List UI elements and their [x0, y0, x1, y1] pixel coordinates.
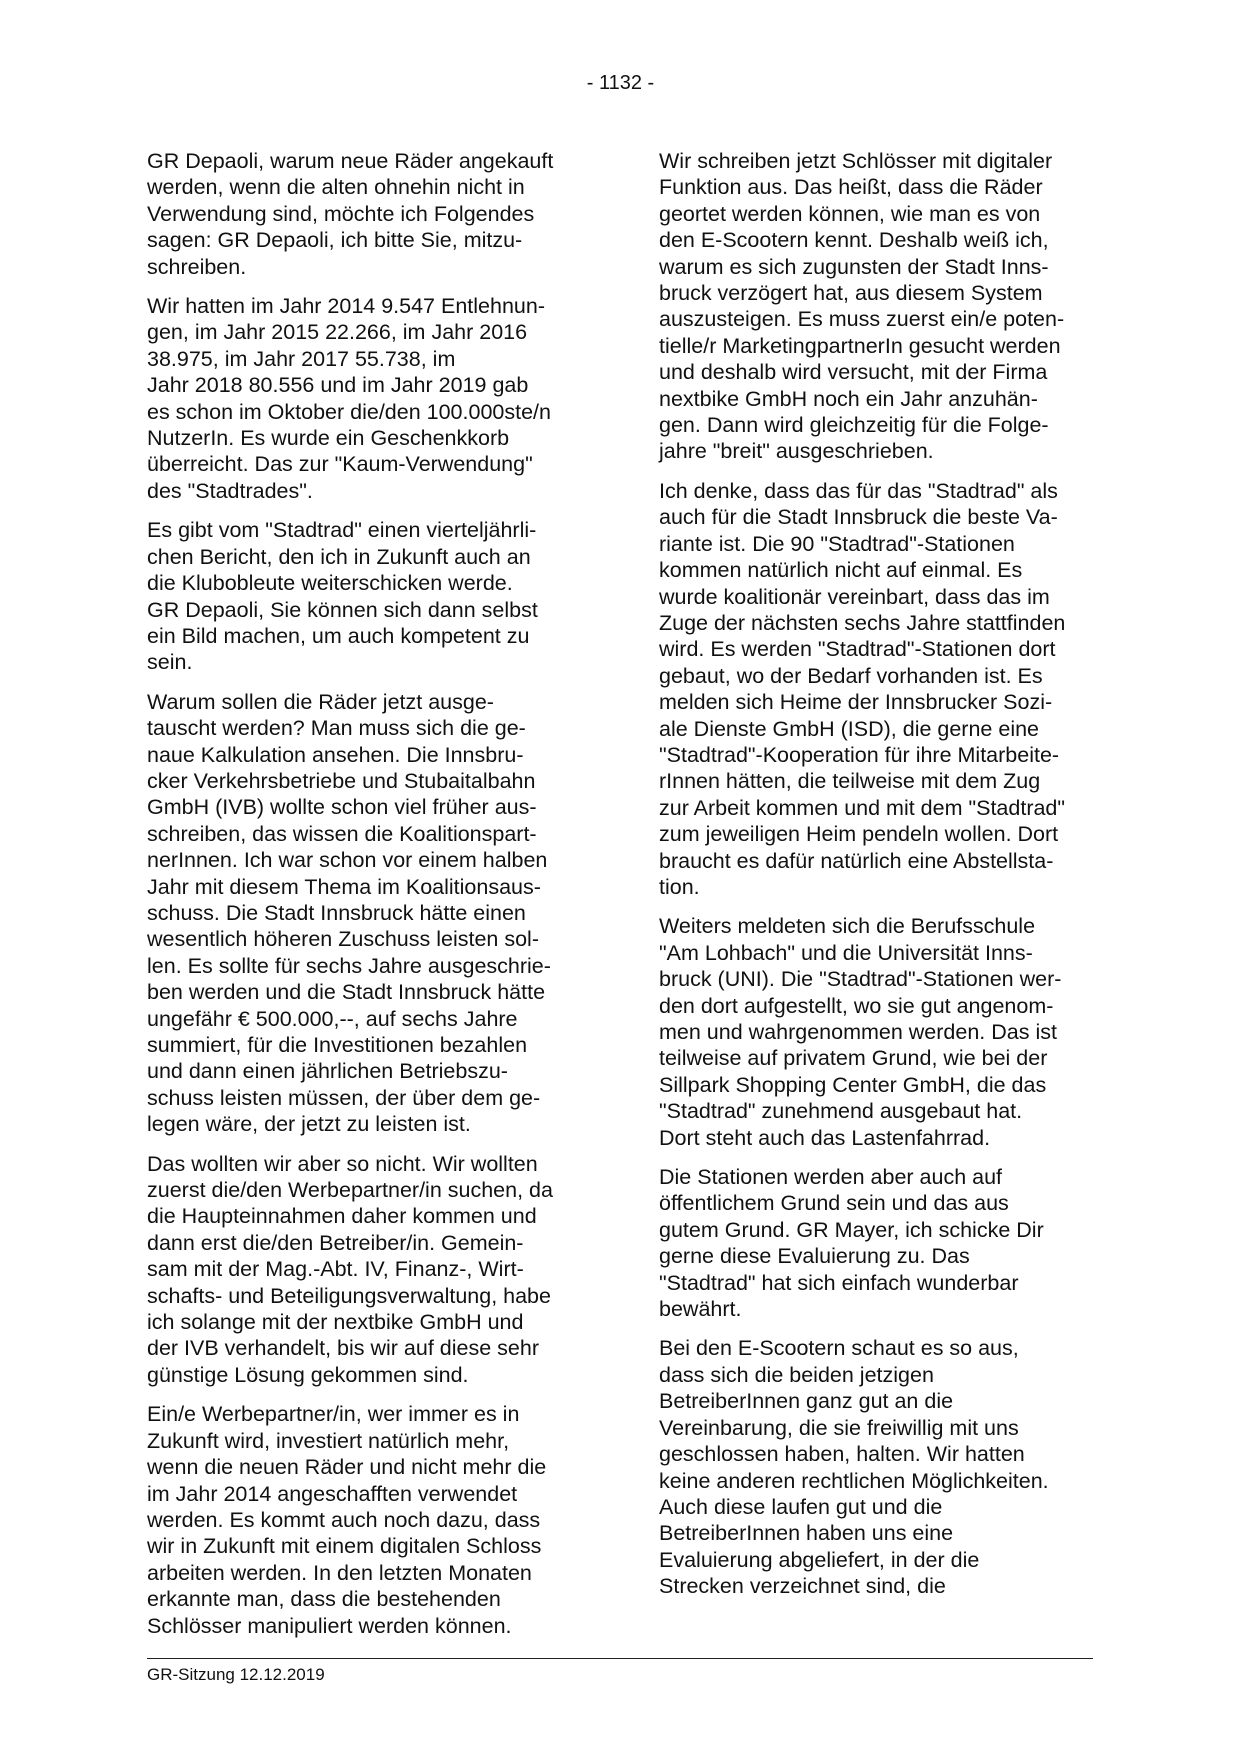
text-line: sein. [147, 650, 193, 675]
text-line: bruck verzögert hat, aus diesem System [659, 281, 1043, 306]
text-line: nerInnen. Ich war schon vor einem halben [147, 848, 548, 873]
text-line: "Stadtrad" hat sich einfach wunderbar [659, 1270, 1019, 1295]
text-line: kommen natürlich nicht auf einmal. Es [659, 558, 1023, 583]
text-line: braucht es dafür natürlich eine Abstellsta- [659, 848, 1054, 873]
paragraph [659, 1164, 1099, 1322]
text-line: schreiben. [147, 254, 247, 279]
text-line: tielle/r MarketingpartnerIn gesucht werden [659, 333, 1061, 358]
text-line: rInnen hätten, die teilweise mit dem Zug [659, 769, 1041, 794]
text-line: Bei den E-Scootern schaut es so aus, [659, 1336, 1019, 1361]
text-line: Jahr 2018 80.556 und im Jahr 2019 gab [147, 373, 529, 398]
text-line: bruck (UNI). Die "Stadtrad"-Stationen wer- [659, 967, 1062, 992]
text-line: erkannte man, dass die bestehenden [147, 1587, 501, 1612]
text-line: günstige Lösung gekommen sind. [147, 1362, 469, 1387]
text-line: chen Bericht, den ich in Zukunft auch an [147, 544, 531, 569]
text-line: zuerst die/den Werbepartner/in suchen, da [147, 1178, 553, 1203]
text-line: wird. Es werden "Stadtrad"-Stationen dort [659, 637, 1056, 662]
text-line: gen, im Jahr 2015 22.266, im Jahr 2016 [147, 320, 528, 345]
text-line: naue Kalkulation ansehen. Die Innsbru- [147, 742, 524, 767]
text-line: wurde koalitionär vereinbart, dass das im [659, 584, 1050, 609]
paragraph [659, 1335, 1099, 1599]
text-line: Ich denke, dass das für das "Stadtrad" als [659, 478, 1058, 503]
text-line: Jahr mit diesem Thema im Koalitionsaus- [147, 874, 541, 899]
text-line: Ein/e Werbepartner/in, wer immer es in [147, 1402, 520, 1427]
text-line: "Am Lohbach" und die Universität Inns- [659, 940, 1033, 965]
text-line: Es gibt vom "Stadtrad" einen vierteljährli- [147, 518, 537, 543]
text-line: ale Dienste GmbH (ISD), die gerne eine [659, 716, 1040, 741]
text-line: BetreiberInnen ganz gut an die [659, 1389, 954, 1414]
text-line: gerne diese Evaluierung zu. Das [659, 1244, 970, 1269]
text-line: dann erst die/den Betreiber/in. Gemein- [147, 1230, 524, 1255]
text-line: GmbH (IVB) wollte schon viel früher aus- [147, 795, 537, 820]
paragraph [659, 148, 1099, 465]
text-line: zur Arbeit kommen und mit dem "Stadtrad" [659, 795, 1066, 820]
text-line: ungefähr € 500.000,--, auf sechs Jahre [147, 1006, 518, 1031]
text-line: ich solange mit der nextbike GmbH und [147, 1310, 524, 1335]
paragraph [147, 689, 587, 1138]
page-number: - 1132 - [586, 72, 655, 94]
text-line: Sillpark Shopping Center GmbH, die das [659, 1072, 1047, 1097]
text-line: sam mit der Mag.-Abt. IV, Finanz-, Wirt- [147, 1257, 524, 1282]
paragraph [147, 293, 587, 504]
text-line: wesentlich höheren Zuschuss leisten sol- [147, 927, 539, 952]
text-line: dass sich die beiden jetzigen [659, 1362, 934, 1387]
text-line: die Klubobleute weiterschicken werde. [147, 571, 513, 596]
text-line: Vereinbarung, die sie freiwillig mit uns [659, 1415, 1019, 1440]
text-line: des "Stadtrades". [147, 478, 313, 503]
text-line: Wir hatten im Jahr 2014 9.547 Entlehnun- [147, 294, 545, 319]
text-line: riante ist. Die 90 "Stadtrad"-Stationen [659, 531, 1015, 556]
text-line: wenn die neuen Räder und nicht mehr die [147, 1455, 547, 1480]
text-line: Warum sollen die Räder jetzt ausge- [147, 689, 494, 714]
text-line: Die Stationen werden aber auch auf [659, 1165, 1003, 1190]
text-line: teilweise auf privatem Grund, wie bei der [659, 1046, 1048, 1071]
text-line: wir in Zukunft mit einem digitalen Schloss [147, 1534, 542, 1559]
text-line: nextbike GmbH noch ein Jahr anzuhän- [659, 386, 1038, 411]
text-line: auch für die Stadt Innsbruck die beste Va- [659, 505, 1058, 530]
text-line: öffentlichem Grund sein und das aus [659, 1191, 1009, 1216]
text-line: arbeiten werden. In den letzten Monaten [147, 1560, 532, 1585]
text-line: tauscht werden? Man muss sich die ge- [147, 716, 526, 741]
text-line: tion. [659, 874, 700, 899]
text-line: geschlossen haben, halten. Wir hatten [659, 1442, 1025, 1467]
footer-divider [147, 1658, 1093, 1659]
text-line: es schon im Oktober die/den 100.000ste/n [147, 399, 551, 424]
text-line: schafts- und Beteiligungsverwaltung, habe [147, 1283, 551, 1308]
text-column-left [147, 148, 587, 1652]
text-line: 38.975, im Jahr 2017 55.738, im [147, 346, 456, 371]
text-line: BetreiberInnen haben uns eine [659, 1521, 954, 1546]
text-line: summiert, für die Investitionen bezahlen [147, 1033, 528, 1057]
text-line: Wir schreiben jetzt Schlösser mit digitaler [659, 149, 1053, 173]
text-line: Strecken verzeichnet sind, die [659, 1574, 946, 1599]
text-line: den E-Scootern kennt. Deshalb weiß ich, [659, 228, 1049, 253]
text-line: schreiben, das wissen die Koalitionspart- [147, 821, 537, 846]
text-line: legen wäre, der jetzt zu leisten ist. [147, 1112, 471, 1137]
text-column-right [659, 148, 1099, 1613]
paragraph [147, 1151, 587, 1389]
text-line: geortet werden können, wie man es von [659, 201, 1041, 226]
paragraph [147, 517, 587, 675]
text-line: gebaut, wo der Bedarf vorhanden ist. Es [659, 663, 1043, 688]
text-line: NutzerIn. Es wurde ein Geschenkkorb [147, 426, 510, 451]
text-line: GR Depaoli, warum neue Räder angekauft [147, 149, 554, 173]
text-line: und dann einen jährlichen Betriebszu- [147, 1059, 508, 1084]
text-line: überreicht. Das zur "Kaum-Verwendung" [147, 452, 533, 477]
text-line: gen. Dann wird gleichzeitig für die Folge- [659, 413, 1049, 438]
text-line: den dort aufgestellt, wo sie gut angenom- [659, 993, 1054, 1018]
text-line: auszusteigen. Es muss zuerst ein/e poten- [659, 307, 1065, 332]
text-line: Verwendung sind, möchte ich Folgendes [147, 201, 535, 226]
paragraph [147, 1401, 587, 1639]
text-line: gutem Grund. GR Mayer, ich schicke Dir [659, 1217, 1044, 1242]
paragraph [147, 148, 587, 280]
text-line: men und wahrgenommen werden. Das ist [659, 1020, 1057, 1044]
text-line: "Stadtrad"-Kooperation für ihre Mitarbeite- [659, 742, 1060, 767]
text-line: Weiters meldeten sich die Berufsschule [659, 914, 1036, 939]
text-line: werden. Es kommt auch noch dazu, dass [147, 1507, 541, 1532]
text-line: "Stadtrad" zunehmend ausgebaut hat. [659, 1099, 1023, 1124]
footer-session-date: GR-Sitzung 12.12.2019 [147, 1665, 325, 1684]
text-line: schuss. Die Stadt Innsbruck hätte einen [147, 900, 526, 925]
text-line: Funktion aus. Das heißt, dass die Räder [659, 175, 1043, 200]
text-line: ben werden und die Stadt Innsbruck hätte [147, 980, 546, 1005]
text-line: Auch diese laufen gut und die [659, 1494, 943, 1519]
text-line: keine anderen rechtlichen Möglichkeiten. [659, 1468, 1049, 1493]
text-line: schuss leisten müssen, der über dem ge- [147, 1085, 541, 1110]
text-line: Dort steht auch das Lastenfahrrad. [659, 1125, 991, 1150]
text-line: und deshalb wird versucht, mit der Firma [659, 360, 1048, 385]
text-line: Zuge der nächsten sechs Jahre stattfinden [659, 610, 1066, 635]
text-line: der IVB verhandelt, bis wir auf diese sehr [147, 1336, 539, 1361]
text-line: sagen: GR Depaoli, ich bitte Sie, mitzu- [147, 228, 523, 253]
text-line: werden, wenn die alten ohnehin nicht in [147, 175, 525, 200]
text-line: bewährt. [659, 1297, 742, 1322]
text-line: Schlösser manipuliert werden können. [147, 1613, 512, 1638]
text-line: GR Depaoli, Sie können sich dann selbst [147, 597, 538, 622]
text-line: melden sich Heime der Innsbrucker Sozi- [659, 690, 1053, 715]
text-line: Evaluierung abgeliefert, in der die [659, 1547, 980, 1572]
paragraph [659, 478, 1099, 901]
text-line: zum jeweiligen Heim pendeln wollen. Dort [659, 822, 1059, 847]
text-line: cker Verkehrsbetriebe und Stubaitalbahn [147, 768, 536, 793]
text-line: die Haupteinnahmen daher kommen und [147, 1204, 537, 1229]
text-line: im Jahr 2014 angeschafften verwendet [147, 1481, 518, 1506]
text-line: len. Es sollte für sechs Jahre ausgeschrie- [147, 953, 551, 978]
text-line: Das wollten wir aber so nicht. Wir wollten [147, 1151, 538, 1176]
paragraph [659, 913, 1099, 1151]
text-line: ein Bild machen, um auch kompetent zu [147, 623, 530, 648]
text-line: Zukunft wird, investiert natürlich mehr, [147, 1428, 510, 1453]
text-line: jahre "breit" ausgeschrieben. [659, 439, 934, 464]
text-line: warum es sich zugunsten der Stadt Inns- [659, 254, 1049, 279]
